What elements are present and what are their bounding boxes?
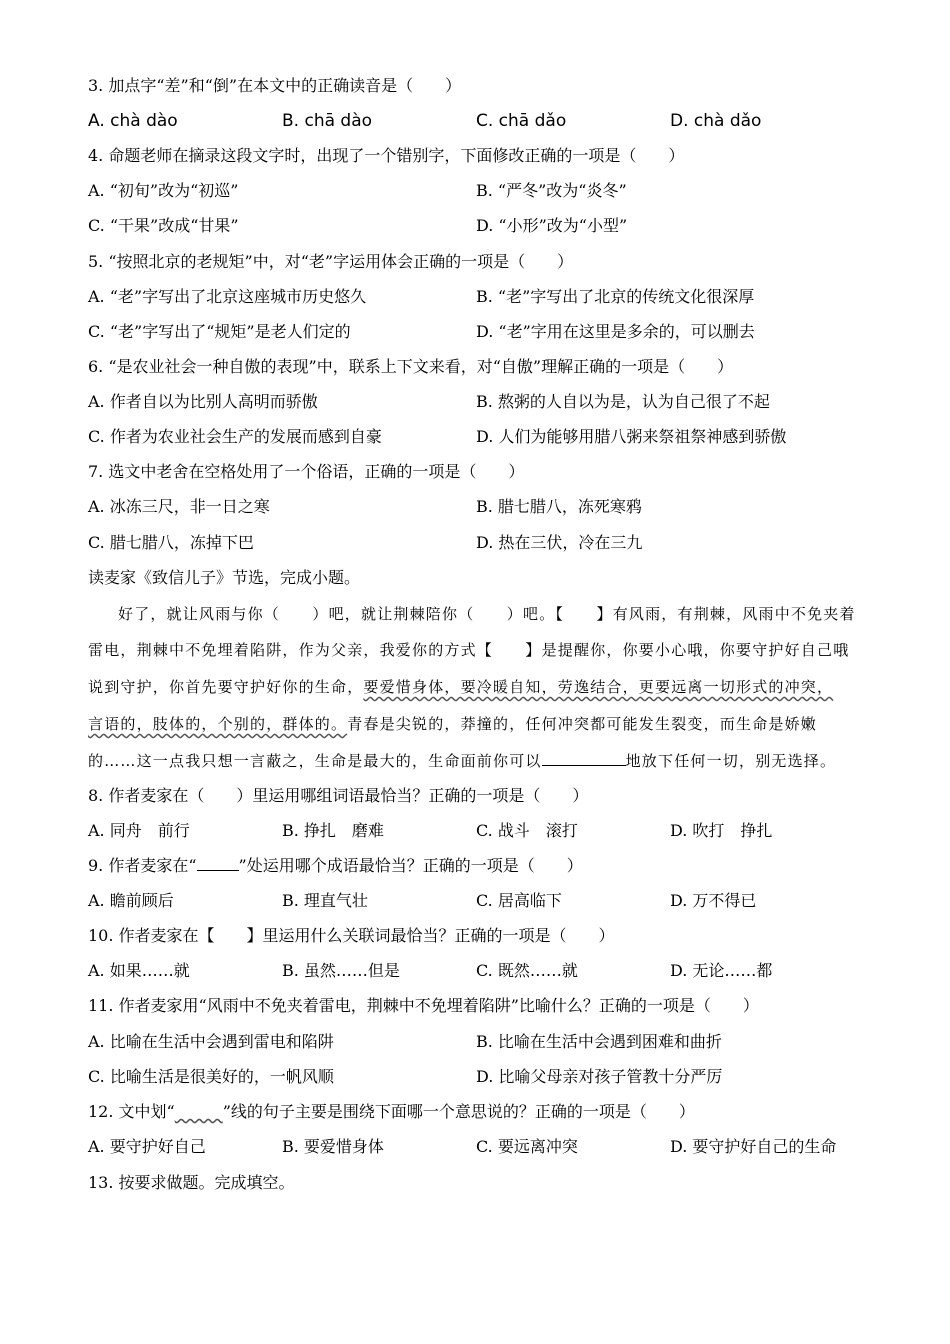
q9-option-c: C. 居高临下 bbox=[476, 891, 562, 910]
wavy-underlined-sentence: 要爱惜身体，要冷暖自知，劳逸结合，更要远离一切形式的冲突， bbox=[363, 678, 834, 696]
q12-option-c: C. 要远离冲突 bbox=[476, 1137, 578, 1156]
passage-line-5-start: 的……这一点我只想一言蔽之，生命是最大的，生命面前你可以 bbox=[88, 752, 542, 770]
q7-option-a: A. 冰冻三尺，非一日之寒 bbox=[88, 497, 270, 516]
question-3-stem: 3. 加点字“差”和“倒”在本文中的正确读音是（ ） bbox=[88, 76, 462, 95]
q10-option-a: A. 如果……就 bbox=[88, 961, 190, 980]
passage-line-4-rest: 青春是尖锐的，莽撞的，任何冲突都可能发生裂变，而生命是娇嫩 bbox=[347, 715, 818, 733]
passage-line-1: 好了，就让风雨与你（ ）吧，就让荆棘陪你（ ）吧。【 】有风雨，有荆棘，风雨中不免夹着 bbox=[118, 605, 856, 623]
idiom-blank bbox=[542, 751, 626, 766]
q11-option-b: B. 比喻在生活中会遇到困难和曲折 bbox=[476, 1032, 722, 1051]
q9-option-b: B. 理直气壮 bbox=[282, 891, 368, 910]
q9-option-d: D. 万不得已 bbox=[670, 891, 757, 910]
q5-option-a: A. “老”字写出了北京这座城市历史悠久 bbox=[88, 287, 367, 306]
q6-option-b: B. 熬粥的人自以为是，认为自己很了不起 bbox=[476, 392, 770, 411]
q4-option-b: B. “严冬”改为“炎冬” bbox=[476, 181, 627, 200]
question-6-stem: 6. “是农业社会一种自傲的表现”中，联系上下文来看，对“自傲”理解正确的一项是（ ） bbox=[88, 357, 734, 376]
q11-option-d: D. 比喻父母亲对孩子管教十分严厉 bbox=[476, 1067, 723, 1086]
q11-option-c: C. 比喻生活是很美好的，一帆风顺 bbox=[88, 1067, 334, 1086]
question-9-stem bbox=[88, 856, 583, 876]
q10-option-c: C. 既然……就 bbox=[476, 961, 578, 980]
wavy-underlined-sentence-end: 言语的，肢体的，个别的，群体的。 bbox=[88, 715, 348, 733]
q9-blank bbox=[197, 856, 239, 871]
q9-option-a: A. 瞻前顾后 bbox=[88, 891, 174, 910]
q8-option-d: D. 吹打 挣扎 bbox=[670, 821, 773, 840]
passage-line-3-start: 说到守护，你首先要守护好你的生命， bbox=[88, 678, 364, 696]
question-4-stem: 4. 命题老师在摘录这段文字时，出现了一个错别字，下面修改正确的一项是（ ） bbox=[88, 146, 685, 165]
passage-line-3 bbox=[88, 677, 868, 697]
q12-option-d: D. 要守护好自己的生命 bbox=[670, 1137, 837, 1156]
q10-option-b: B. 虽然……但是 bbox=[282, 961, 400, 980]
q5-option-c: C. “老”字写出了“规矩”是老人们定的 bbox=[88, 322, 351, 341]
passage-line-5 bbox=[88, 751, 868, 771]
q5-option-d: D. “老”字用在这里是多余的，可以删去 bbox=[476, 322, 755, 341]
q6-option-a: A. 作者自以为比别人高明而骄傲 bbox=[88, 392, 318, 411]
q12-wavy-mark: ​ bbox=[174, 1102, 223, 1121]
q7-option-c: C. 腊七腊八，冻掉下巴 bbox=[88, 533, 254, 552]
q4-option-d: D. “小形”改为“小型” bbox=[476, 216, 628, 235]
question-13-stem: 13. 按要求做题。完成填空。 bbox=[88, 1173, 295, 1192]
q9-stem-start: 9. 作者麦家在“ bbox=[88, 856, 197, 875]
q8-option-a: A. 同舟 前行 bbox=[88, 821, 190, 840]
q3-option-c: C. chā dǎo bbox=[476, 111, 567, 131]
question-12-stem bbox=[88, 1102, 695, 1122]
reading-intro: 读麦家《致信儿子》节选，完成小题。 bbox=[88, 568, 361, 587]
question-11-stem: 11. 作者麦家用“风雨中不免夹着雷电，荆棘中不免埋着陷阱”比喻什么？正确的一项是（ ） bbox=[88, 996, 759, 1015]
q12-option-a: A. 要守护好自己 bbox=[88, 1137, 206, 1156]
q12-stem-end: ”线的句子主要是围绕下面哪一个意思说的？正确的一项是（ ） bbox=[222, 1102, 695, 1121]
q9-stem-end: ”处运用哪个成语最恰当？正确的一项是（ ） bbox=[238, 856, 583, 875]
q8-option-c: C. 战斗 滚打 bbox=[476, 821, 578, 840]
q3-option-b: B. chā dào bbox=[282, 111, 373, 131]
q10-option-d: D. 无论……都 bbox=[670, 961, 773, 980]
q12-stem-start: 12. 文中划“ bbox=[88, 1102, 175, 1121]
q8-option-b: B. 挣扎 磨难 bbox=[282, 821, 384, 840]
q3-option-d: D. chà dǎo bbox=[670, 111, 762, 131]
passage-line-5-end: 地放下任何一切，别无选择。 bbox=[625, 752, 837, 770]
q6-option-d: D. 人们为能够用腊八粥来祭祖祭神感到骄傲 bbox=[476, 427, 787, 446]
question-5-stem: 5. “按照北京的老规矩”中，对“老”字运用体会正确的一项是（ ） bbox=[88, 252, 574, 271]
q4-option-a: A. “初旬”改为“初巡” bbox=[88, 181, 239, 200]
q5-option-b: B. “老”字写出了北京的传统文化很深厚 bbox=[476, 287, 755, 306]
question-8-stem: 8. 作者麦家在（ ）里运用哪组词语最恰当？正确的一项是（ ） bbox=[88, 786, 589, 805]
passage-line-4 bbox=[88, 714, 868, 734]
q12-option-b: B. 要爱惜身体 bbox=[282, 1137, 384, 1156]
question-10-stem: 10. 作者麦家在【 】里运用什么关联词最恰当？正确的一项是（ ） bbox=[88, 926, 615, 945]
question-7-stem: 7. 选文中老舍在空格处用了一个俗语，正确的一项是（ ） bbox=[88, 462, 525, 481]
q11-option-a: A. 比喻在生活中会遇到雷电和陷阱 bbox=[88, 1032, 334, 1051]
passage-line-2: 雷电，荆棘中不免埋着陷阱，作为父亲，我爱你的方式【 】是提醒你，你要小心哦，你要守护好自己哦 bbox=[88, 641, 850, 659]
q7-option-d: D. 热在三伏，冷在三九 bbox=[476, 533, 643, 552]
q3-option-a: A. chà dào bbox=[88, 111, 178, 131]
q4-option-c: C. “干果”改成“甘果” bbox=[88, 216, 239, 235]
q7-option-b: B. 腊七腊八，冻死寒鸦 bbox=[476, 497, 642, 516]
q6-option-c: C. 作者为农业社会生产的发展而感到自豪 bbox=[88, 427, 382, 446]
